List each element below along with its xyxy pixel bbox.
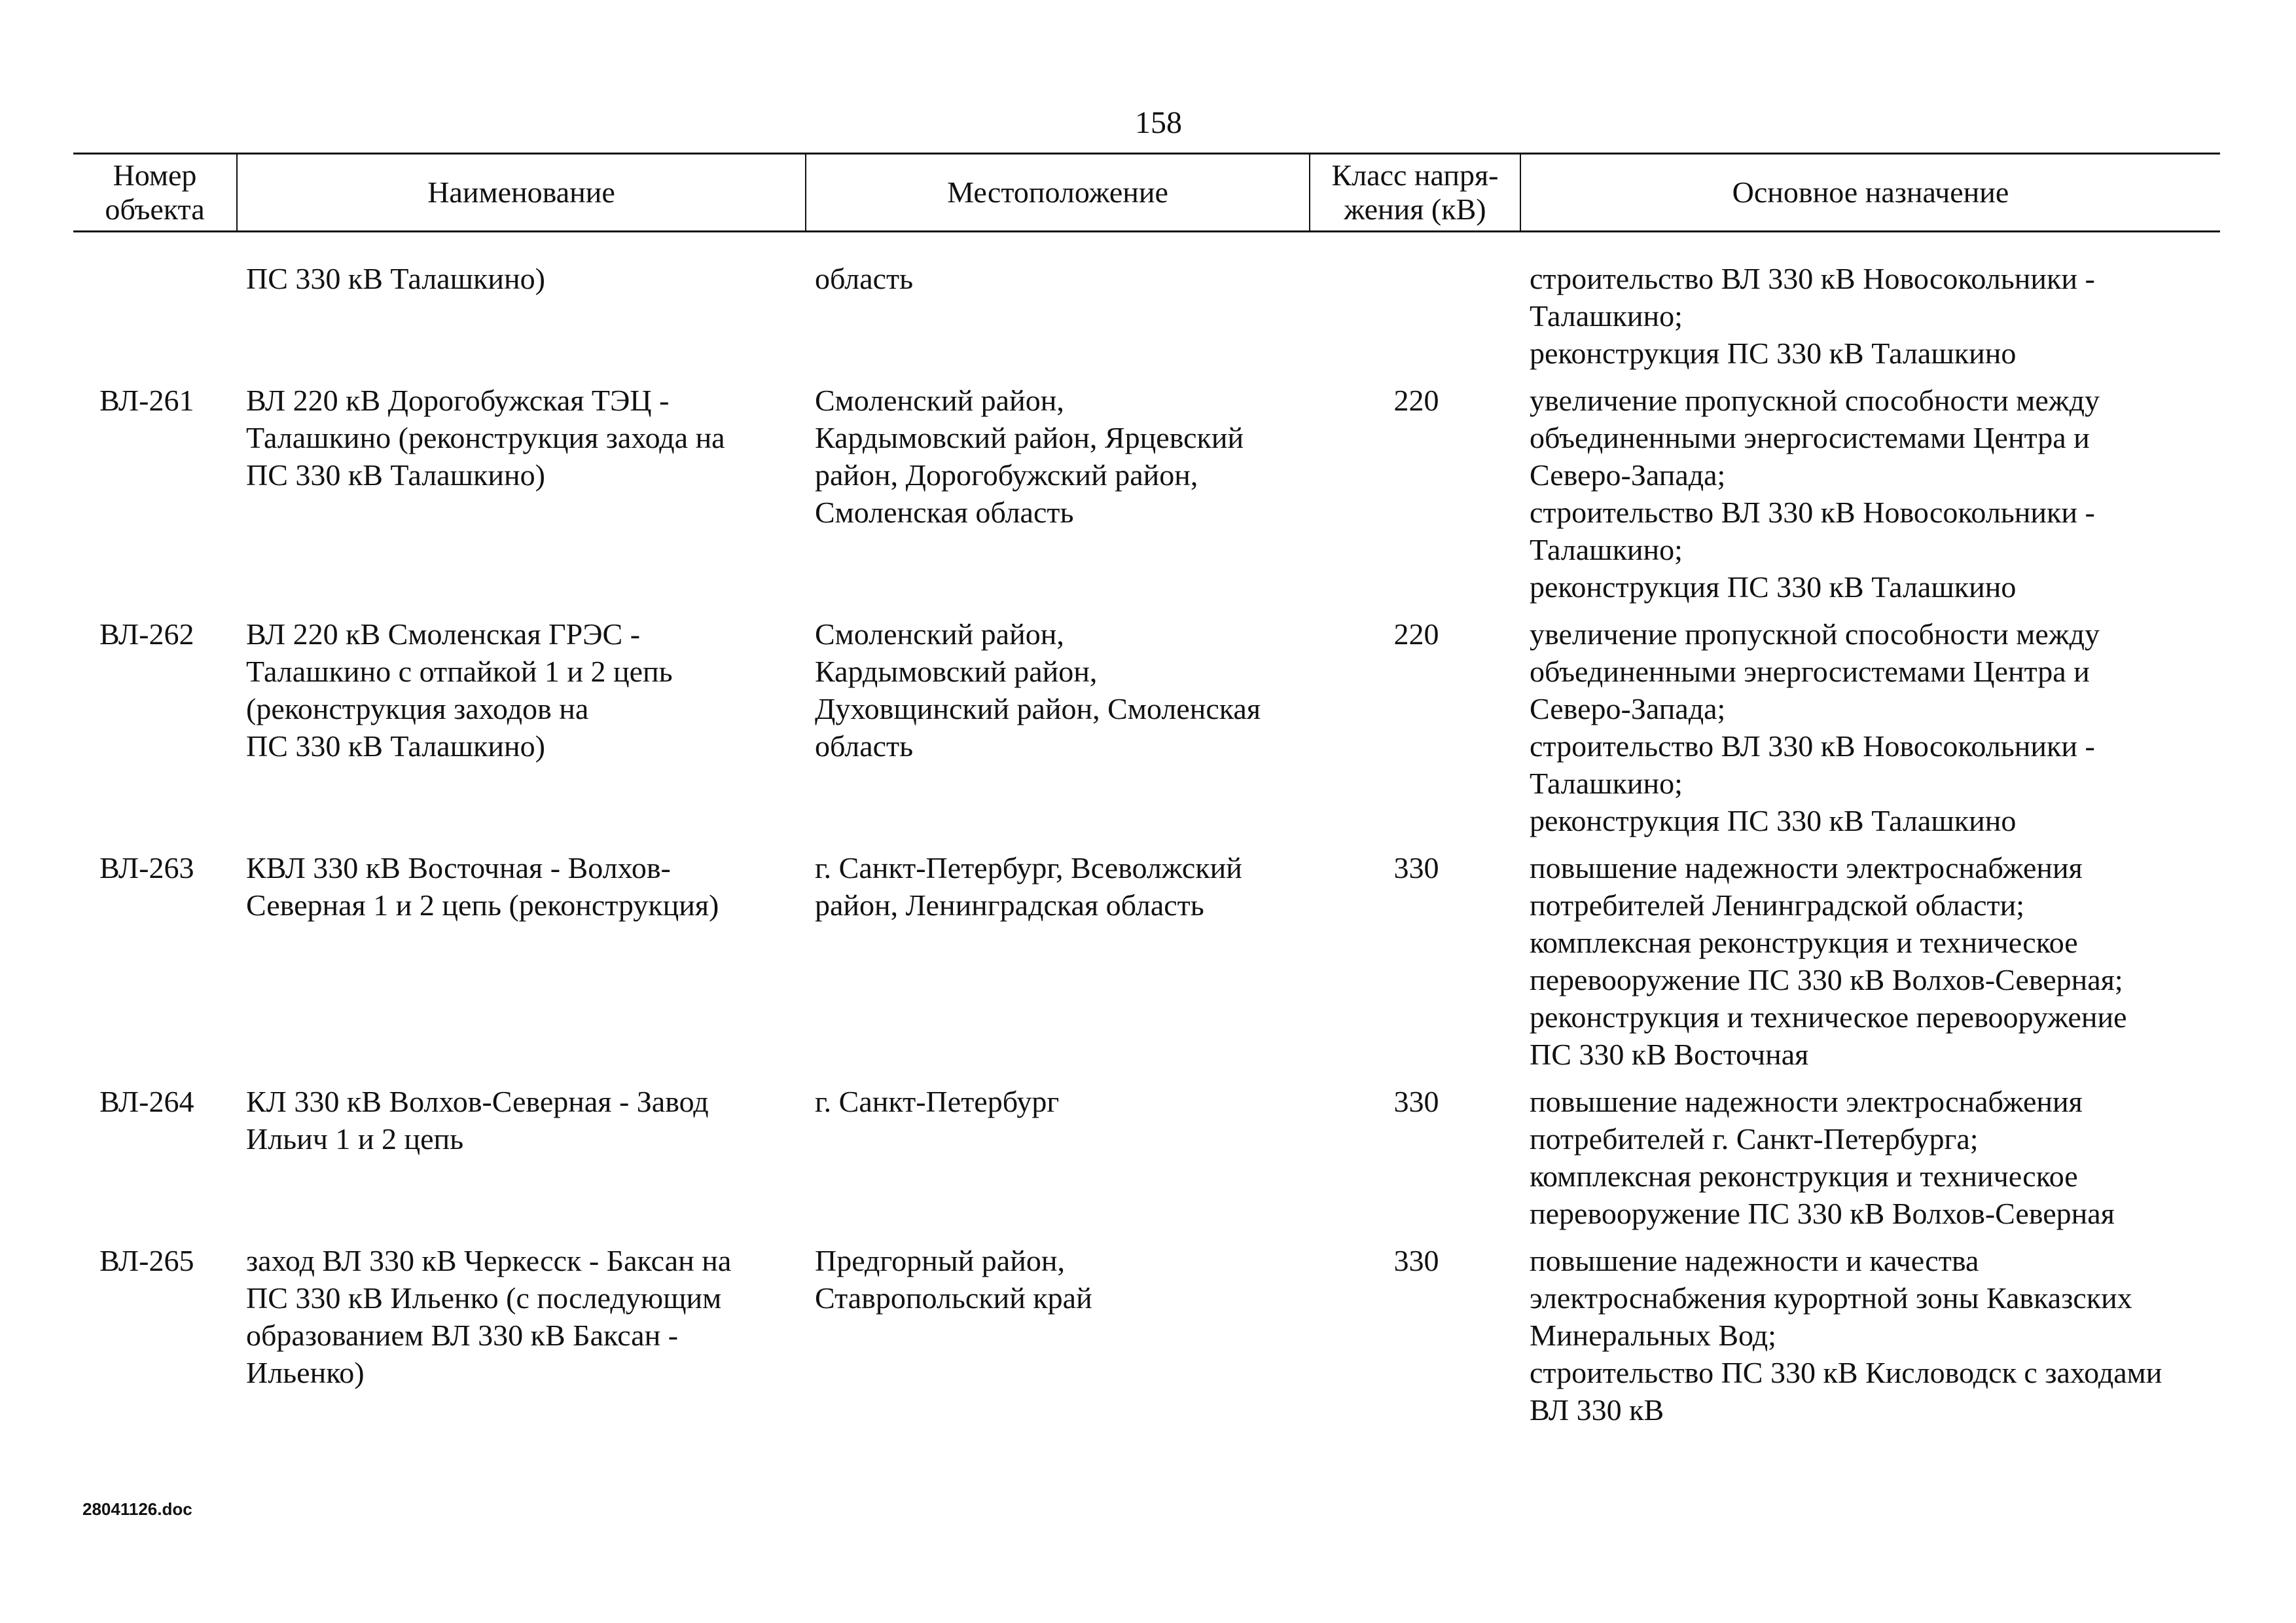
header-location-text: Местоположение [947, 175, 1168, 209]
cell-purpose: увеличение пропускной способности между объединенными энергосистемами Центра и Северо-Запада; строительство ВЛ 330 кВ Новосокольники - Талашкино; реконструкция ПС 330 кВ Талашкино [1530, 617, 2100, 837]
table-row [73, 232, 2220, 373]
header-name-text: Наименование [427, 175, 615, 209]
objects-table [73, 153, 2220, 1429]
cell-voltage: 330 [1393, 1085, 1439, 1118]
document-code: 28041126.doc [82, 1499, 192, 1519]
cell-location: Предгорный район, Ставропольский край [815, 1244, 1092, 1315]
cell-name: КВЛ 330 кВ Восточная - Волхов- Северная 1 и 2 цепь (реконструкция) [246, 851, 719, 922]
header-purpose-text: Основное назначение [1732, 175, 2009, 209]
table-row [73, 1073, 2220, 1232]
cell-name: ВЛ 220 кВ Дорогобужская ТЭЦ - Талашкино (реконструкция захода на ПС 330 кВ Талашкино) [246, 384, 725, 492]
cell-name: КЛ 330 кВ Волхов-Северная - Завод Ильич 1 и 2 цепь [246, 1085, 709, 1156]
header-purpose [1520, 154, 2220, 232]
table-row [73, 606, 2220, 839]
cell-location: г. Санкт-Петербург [815, 1085, 1060, 1118]
cell-number [73, 232, 237, 373]
cell-voltage: 330 [1393, 1244, 1439, 1277]
cell-purpose: увеличение пропускной способности между объединенными энергосистемами Центра и Северо-Запада; строительство ВЛ 330 кВ Новосокольники - Талашкино; реконструкция ПС 330 кВ Талашкино [1530, 384, 2100, 604]
cell-purpose: повышение надежности электроснабжения потребителей г. Санкт-Петербурга; комплексная реконструкция и техническое перевооружение ПС 330 кВ Волхов-Северная [1530, 1085, 2115, 1230]
table-row [73, 372, 2220, 606]
header-name [237, 154, 806, 232]
cell-voltage: 330 [1393, 851, 1439, 884]
cell-name: заход ВЛ 330 кВ Черкесск - Баксан на ПС 330 кВ Ильенко (с последующим образованием ВЛ 330 кВ Баксан - Ильенко) [246, 1244, 732, 1389]
cell-voltage [1310, 232, 1520, 373]
cell-voltage: 220 [1393, 617, 1439, 651]
page-number: 158 [1135, 105, 1182, 140]
cell-name: ВЛ 220 кВ Смоленская ГРЭС - Талашкино с отпайкой 1 и 2 цепь (реконструкция заходов на ПС 330 кВ Талашкино) [246, 617, 673, 763]
cell-purpose: строительство ВЛ 330 кВ Новосокольники - Талашкино; реконструкция ПС 330 кВ Талашкино [1530, 262, 2095, 370]
cell-location: Смоленский район, Кардымовский район, Духовщинский район, Смоленская область [815, 617, 1261, 763]
header-voltage [1310, 154, 1520, 232]
cell-purpose: повышение надежности электроснабжения потребителей Ленинградской области; комплексная реконструкция и техническое перевооружение ПС 330 кВ Волхов-Северная; реконструкция и техническое перевооружение ПС 330 кВ Восточная [1530, 851, 2127, 1071]
cell-number: ВЛ-261 [99, 384, 194, 417]
cell-location: область [815, 262, 914, 295]
table-row [73, 1232, 2220, 1429]
cell-number: ВЛ-263 [99, 851, 194, 884]
header-number [73, 154, 237, 232]
cell-location: г. Санкт-Петербург, Всеволжский район, Ленинградская область [815, 851, 1242, 922]
cell-voltage: 220 [1393, 384, 1439, 417]
cell-name: ПС 330 кВ Талашкино) [246, 262, 545, 295]
cell-number: ВЛ-265 [99, 1244, 194, 1277]
cell-purpose: повышение надежности и качества электроснабжения курортной зоны Кавказских Минеральных Вод; строительство ПС 330 кВ Кисловодск с заходами ВЛ 330 кВ [1530, 1244, 2162, 1427]
header-location [806, 154, 1310, 232]
cell-location: Смоленский район, Кардымовский район, Ярцевский район, Дорогобужский район, Смоленская область [815, 384, 1244, 529]
table-header-row [73, 154, 2220, 232]
header-number-text: Номер объекта [105, 158, 205, 226]
header-voltage-text: Класс напря- жения (кВ) [1331, 158, 1499, 226]
cell-number: ВЛ-264 [99, 1085, 194, 1118]
table-row [73, 839, 2220, 1073]
cell-number: ВЛ-262 [99, 617, 194, 651]
